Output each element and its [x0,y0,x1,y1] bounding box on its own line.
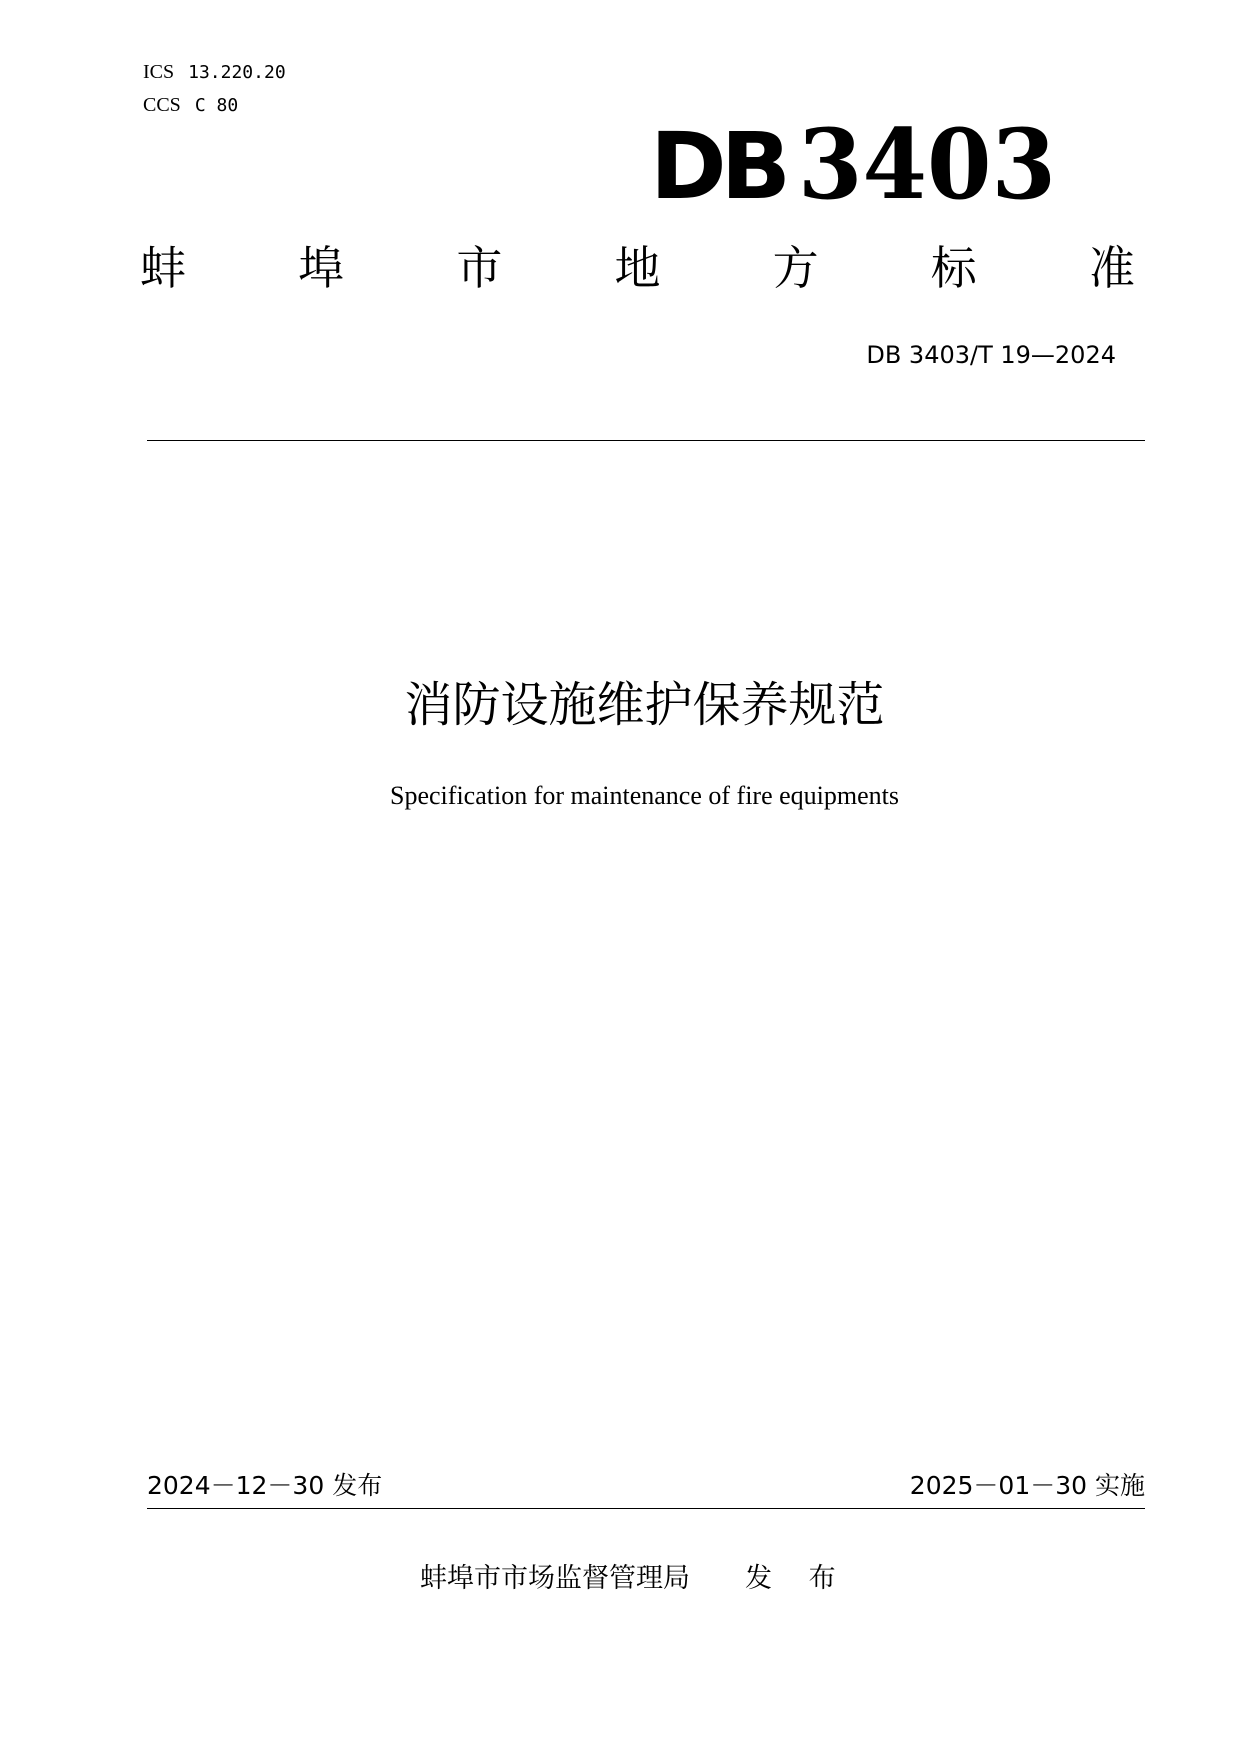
standard-type-char: 标 [930,241,977,295]
document-title-en: Specification for maintenance of fire equipments [390,781,899,810]
ccs-code: C 80 [194,95,239,116]
ccs-line [143,93,238,118]
db-standard-logo [650,118,1060,208]
implementation-date: 2025－01－30 实施 [909,1471,1145,1500]
ics-line [143,60,286,85]
issuer-name: 蚌埠市市场监督管理局 [420,1563,690,1594]
standard-type-char: 市 [456,241,503,295]
standard-type-char: 埠 [298,241,345,295]
standard-type-char: 准 [1088,241,1135,295]
standard-number: DB 3403/T 19—2024 [866,341,1116,369]
ccs-label: CCS [143,94,181,116]
issuer-action: 发 布 [745,1563,850,1594]
bottom-divider [147,1508,1145,1509]
issuer-line [420,1562,850,1596]
document-title-cn: 消防设施维护保养规范 [404,677,885,733]
logo-number: 3403 [798,118,1056,208]
ics-code: 13.220.20 [188,62,286,83]
standard-type-char: 地 [614,241,661,295]
standard-type-char: 方 [772,241,819,295]
standard-type-title [140,240,1135,296]
logo-prefix: DB [650,118,785,208]
top-divider [147,440,1145,441]
standard-type-char: 蚌 [140,241,186,295]
issue-date: 2024－12－30 发布 [147,1471,383,1500]
ics-label: ICS [143,61,175,83]
